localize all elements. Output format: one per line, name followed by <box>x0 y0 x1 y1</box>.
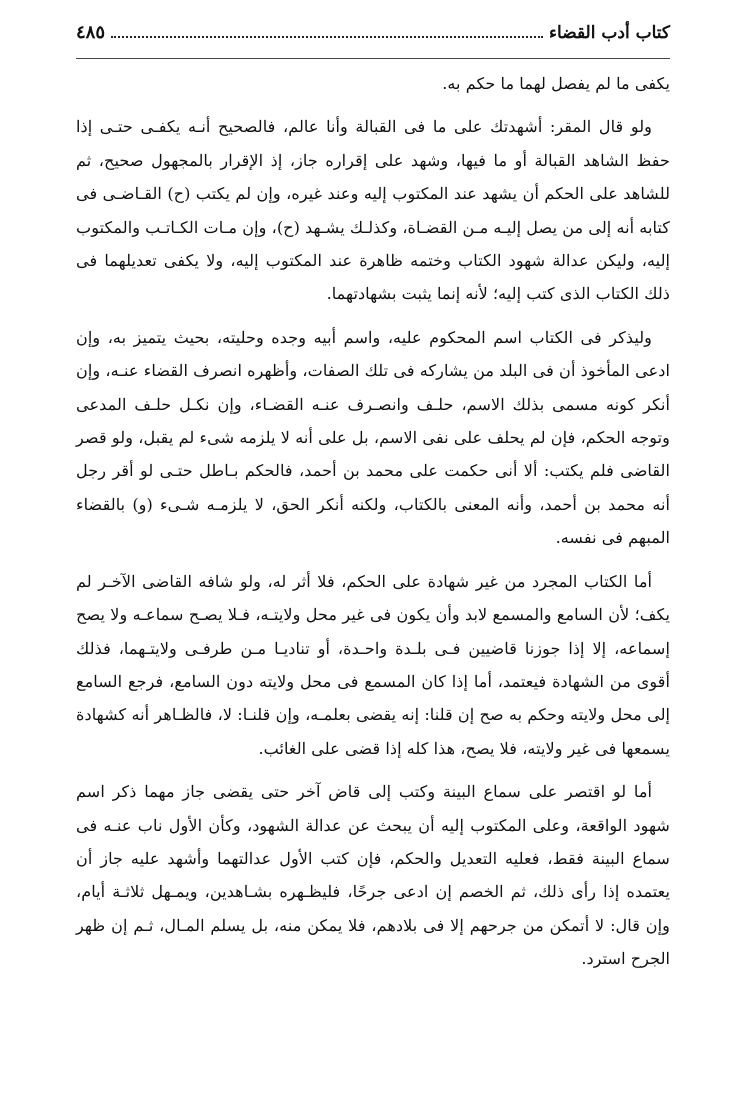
paragraph-1: يكفى ما لم يفصل لهما ما حكم به. <box>442 74 670 93</box>
paragraph-3: وليذكر فى الكتاب اسم المحكوم عليه، واسم أبيه وجده وحليته، بحيث يتميز به، وإن ادعى المأخوذ أن فى البلد من يشاركه فى تلك الصفات، وأظهره انصرف القضاء عنـه، وإن أنكر كونه مسمى بذلك الاسم، حلـف وانصـرف عنـه القضـاء، وإن نكـل حلـف المدعى وتوجه الحكم، فإن لم يحلف على نفى الاسم، بل على أنه لا يلزمه شىء لم يقبل، ولو قصر القاضى فلم يكتب: ألا أنى حكمت على محمد بن أحمد، فالحكم بـاطل حتـى لو أقر رجل أنه محمد بن أحمد، وأنه المعنى بالكتاب، ولكنه أنكر الحق، لا يلزمـه شـىء (و) بالقضاء المبهم فى نفسه. <box>76 327 670 548</box>
main-text <box>76 67 670 976</box>
page-number: ٤٨٥ <box>76 22 106 43</box>
paragraph-4: أما الكتاب المجرد من غير شهادة على الحكم، فلا أثر له، ولو شافه القاضى الآخـر لم يكف؛ لأن السامع والمسمع لابد وأن يكون فى غير محل ولايتـه، فـلا يصـح سماعـه ولا يصح إسماعه، إلا إذا جوزنا قاضيين فـى بلـدة واحـدة، أو تناديـا مـن طرفـى ولايتـهما، فذلك أقوى من الشهادة فيعتمد، أما إذا كان المسمع فى محل ولايته دون السامع، فرجع السامع إلى محل ولايته وحكم به صح إن قلنا: إنه يقضى بعلمـه، وإن قلنـا: لا، فالظـاهر أنه كشهادة يسمعها فى غير ولايته، فلا يصح، هذا كله إذا قضى على الغائب. <box>76 571 670 758</box>
running-header <box>76 22 670 59</box>
book-page <box>76 22 670 1082</box>
leader-dots <box>111 24 543 38</box>
paragraph-2: ولو قال المقر: أشهدتك على ما فى القبالة وأنا عالم، فالصحيح أنـه يكفـى حتـى إذا حفظ الشاهد القبالة أو ما فيها، وشهد على إقراره جاز، إذ الإقرار بالمجهول صحيح، ثم للشاهد على الحكم أن يشهد عند المكتوب إليه وعند غيره، وإن لم يكتب (ح) القـاضـى فى كتابه أنه إلى من يصل إليـه مـن القضـاة، وكذلـك يشـهد (ح)، وإن مـات الكـاتـب والمكتوب إليه، وليكن عدالة شهود الكتاب وختمه ظاهرة عند المكتوب إليه، ولا يكفى تعديلهما فى ذلك الكتاب الذى كتب إليه؛ لأنه إنما يثبت بشهادتهما. <box>76 117 670 304</box>
book-title: كتاب أدب القضاء <box>549 23 670 43</box>
paragraph-5: أما لو اقتصر على سماع البينة وكتب إلى قاض آخر حتى يقضى جاز مهما ذكر اسم شهود الواقعة، وعلى المكتوب إليه أن يبحث عن عدالة الشهود، وكأن الأول ناب عنـه فى سماع البينة فقط، فعليه التعديل والحكم، فإن كتب الأول عدالتهما وأشهد عليه جاز أن يعتمده إذا رأى ذلك، ثم الخصم إن ادعى جرحًا، فليظـهره بشـاهدين، ويمـهل ثلاثـة أيام، وإن قال: لا أتمكن من جرحهم إلا فى بلادهم، فلا يمكن منه، بل يسلم المـال، ثـم إن ظهر الجرح استرد. <box>76 782 670 969</box>
